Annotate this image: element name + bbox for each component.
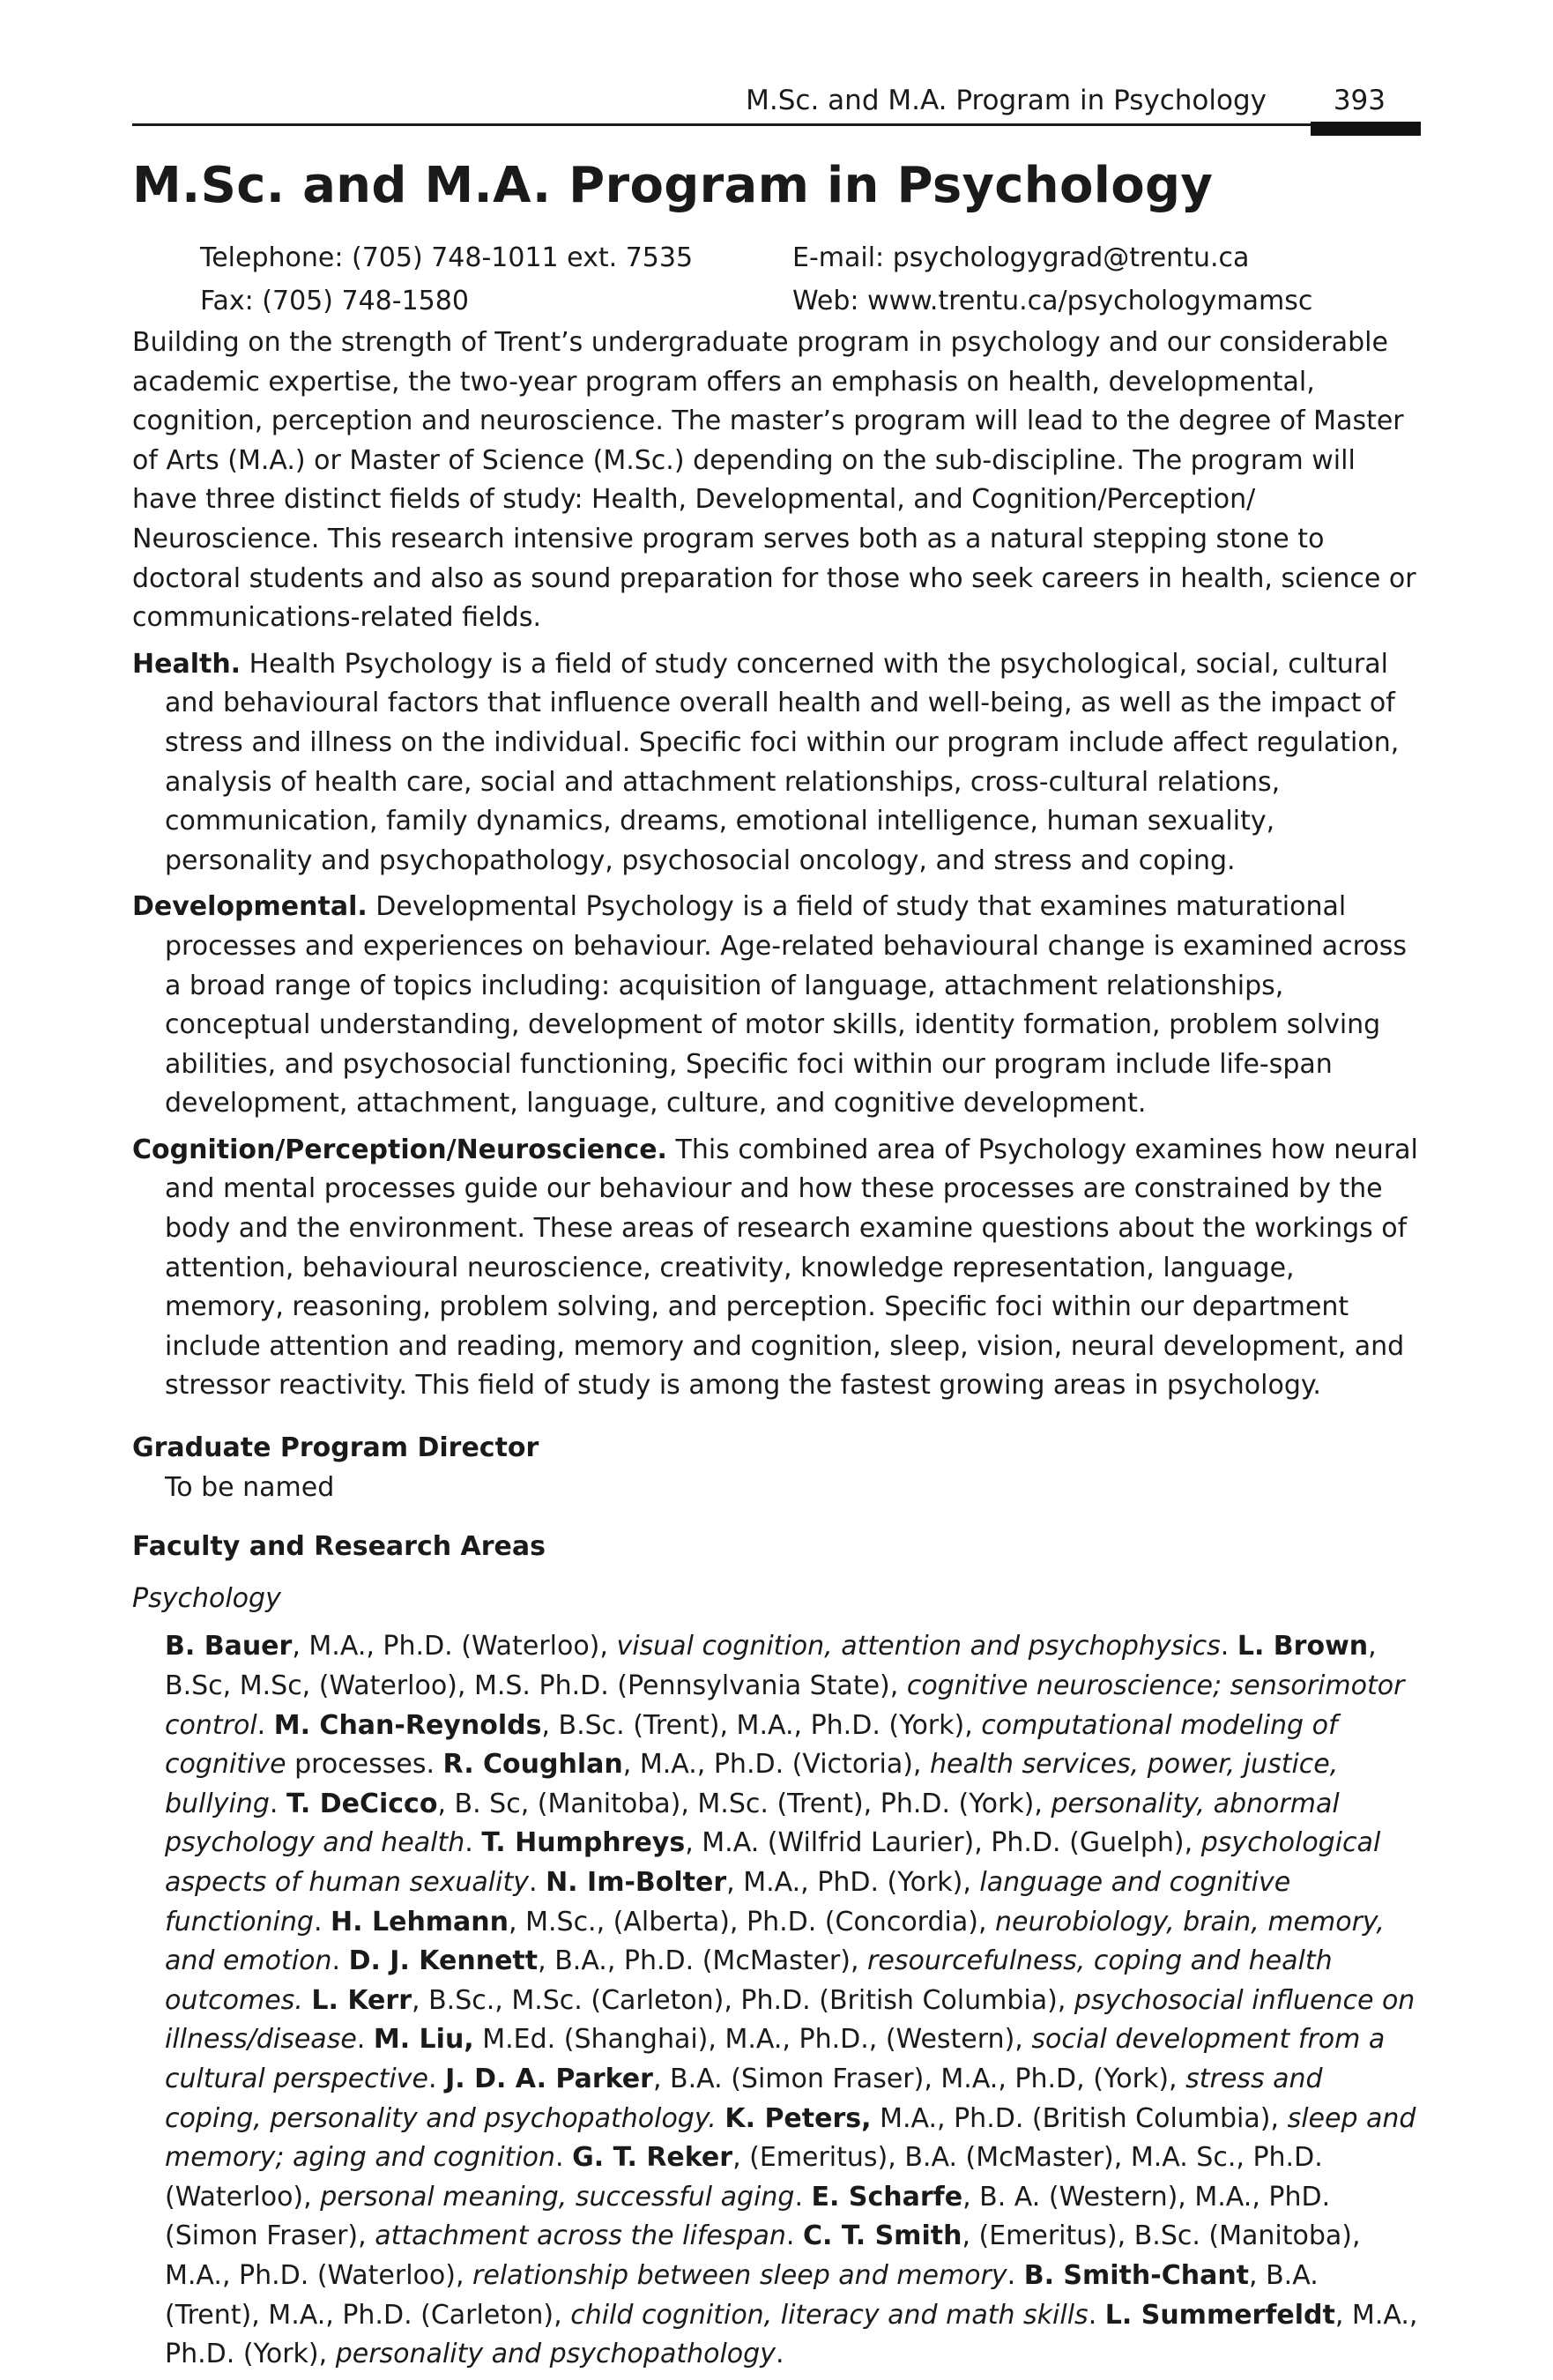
faculty-research-area: social development from a cultural perspective xyxy=(165,2024,1386,2094)
web-link[interactable]: Web: www.trentu.ca/psychologymamsc xyxy=(792,286,1313,316)
email-link[interactable]: E-mail: psychologygrad@trentu.ca xyxy=(792,242,1250,273)
faculty-credentials: , M.A., Ph.D. (York), xyxy=(165,2299,1418,2370)
faculty-entry-end xyxy=(303,1985,312,2016)
faculty-name: L. Brown xyxy=(1237,1631,1369,1662)
contact-block xyxy=(200,236,1346,323)
faculty-heading: Faculty and Research Areas xyxy=(132,1531,546,1563)
field-health xyxy=(132,645,1421,881)
faculty-entry-end: . xyxy=(464,1827,482,1859)
page-number: 393 xyxy=(1333,85,1386,116)
faculty-name: L. Kerr xyxy=(311,1984,412,2016)
faculty-credentials: , (Emeritus), B.A. (McMaster), M.A. Sc., Ph.D. (Waterloo), xyxy=(165,2142,1323,2213)
faculty-name: B. Smith-Chant xyxy=(1023,2259,1250,2291)
faculty-name: L. Summerfeldt xyxy=(1104,2299,1335,2331)
faculty-entry-end: processes. xyxy=(286,1749,443,1781)
faculty-research-area: visual cognition, attention and psychophysics xyxy=(616,1631,1221,1662)
faculty-credentials: , B.A. (Trent), M.A., Ph.D. (Carleton), xyxy=(165,2259,1319,2331)
faculty-credentials: , M.A., Ph.D. (Waterloo), xyxy=(292,1631,617,1662)
faculty-research-area: cognitive neuroscience; sensorimotor control xyxy=(165,1670,1405,1741)
faculty-list xyxy=(132,1627,1421,2374)
faculty-credentials: , M.A., PhD. (York), xyxy=(726,1866,980,1898)
field-text: This combined area of Psychology examines how neural and mental processes guide our behaviour and how these processes are constrained by the body and the environment. These areas of research examine questions about the workings of attention, behavioural neuroscience, creativity, knowledge representation, language, memory, reasoning, problem solving, and perception. Specific foci within our department include attention and reading, memory and cognition, sleep, vision, neural development, and stressor reactivity. This field of study is among the fastest growing areas in psychology. xyxy=(165,1134,1418,1402)
body-text xyxy=(132,324,1421,2375)
faculty-entry-end: . xyxy=(529,1866,546,1898)
faculty-credentials: , (Emeritus), B.Sc. (Manitoba), M.A., Ph.D. (Waterloo), xyxy=(165,2220,1361,2291)
faculty-research-area: personality, abnormal psychology and health xyxy=(165,1788,1340,1859)
faculty-research-area: personal meaning, successful aging xyxy=(320,2181,795,2213)
faculty-name: N. Im-Bolter xyxy=(546,1866,727,1898)
field-label: Developmental. xyxy=(132,891,368,923)
faculty-entry-end: . xyxy=(1007,2259,1024,2291)
faculty-credentials: M.Ed. (Shanghai), M.A., Ph.D., (Western), xyxy=(473,2024,1032,2056)
faculty-research-area: psychological aspects of human sexuality xyxy=(165,1827,1381,1898)
faculty-name: M. Chan-Reynolds xyxy=(273,1709,542,1741)
director-name: To be named xyxy=(165,1471,335,1503)
faculty-name: T. DeCicco xyxy=(286,1788,438,1819)
faculty-name: K. Peters, xyxy=(724,2102,872,2134)
faculty-credentials: , B.A., Ph.D. (McMaster), xyxy=(538,1945,868,1977)
fax: Fax: (705) 748-1580 xyxy=(200,286,469,316)
faculty-credentials: , B.Sc. (Trent), M.A., Ph.D. (York), xyxy=(541,1709,982,1741)
intro-paragraph: Building on the strength of Trent’s undergraduate program in psychology and our considerable academic expertise, the two-year program offers an emphasis on health, developmental, cognition, perception and neuroscience. The master’s program will lead to the degree of Master of Arts (M.A.) or Master of Science (M.Sc.) depending on the sub-discipline. The program will have three distinct fields of study: Health, Developmental, and Cognition/Perception/ Neuroscience. This research intensive program serves both as a natural stepping stone to doctoral students and also as sound preparation for those who seek careers in health, science or communications-related fields. xyxy=(132,327,1416,634)
faculty-credentials: , B.Sc, M.Sc, (Waterloo), M.S. Ph.D. (Pennsylvania State), xyxy=(165,1631,1377,1701)
faculty-credentials: , B.A. (Simon Fraser), M.A., Ph.D, (York), xyxy=(652,2063,1186,2094)
running-title: M.Sc. and M.A. Program in Psychology xyxy=(746,85,1267,116)
faculty-research-area: computational modeling of cognitive xyxy=(165,1709,1338,1781)
field-text: Health Psychology is a field of study concerned with the psychological, social, cultural and behavioural factors that influence overall health and well-being, as well as the impact of stress and illness on the individual. Specific foci within our program include affect regulation, analysis of health care, social and attachment relationships, cross-cultural relations, communication, family dynamics, dreams, emotional intelligence, human sexuality, personality and psychopathology, psychosocial oncology, and stress and coping. xyxy=(165,648,1400,876)
field-developmental xyxy=(132,888,1421,1124)
faculty-name: C. T. Smith xyxy=(802,2220,962,2252)
director-heading: Graduate Program Director xyxy=(132,1432,539,1464)
faculty-credentials: , B. A. (Western), M.A., PhD. (Simon Fraser), xyxy=(165,2181,1331,2252)
running-head xyxy=(132,78,1421,126)
faculty-entry-end: . xyxy=(1088,2299,1105,2331)
faculty-entry-end xyxy=(717,2103,725,2134)
faculty-entry-end: . xyxy=(313,1906,331,1937)
faculty-name: T. Humphreys xyxy=(481,1827,686,1859)
faculty-research-area: resourcefulness, coping and health outcomes. xyxy=(165,1945,1333,2016)
faculty-entry-end: . xyxy=(794,2181,812,2213)
faculty-entry-end: . xyxy=(427,2063,446,2094)
field-label: Health. xyxy=(132,648,241,680)
telephone: Telephone: (705) 748-1011 ext. 7535 xyxy=(200,242,694,273)
field-cognition xyxy=(132,1131,1421,1406)
faculty-credentials: , M.Sc., (Alberta), Ph.D. (Concordia), xyxy=(509,1906,996,1937)
faculty-name: H. Lehmann xyxy=(331,1906,509,1937)
faculty-entry-end: . xyxy=(256,1709,274,1741)
faculty-credentials: , B. Sc, (Manitoba), M.Sc. (Trent), Ph.D. (York), xyxy=(437,1788,1051,1819)
faculty-research-area: child cognition, literacy and math skills xyxy=(570,2299,1089,2331)
faculty-name: B. Bauer xyxy=(165,1631,293,1662)
faculty-credentials: M.A., Ph.D. (British Columbia), xyxy=(871,2102,1288,2134)
faculty-entry-end: . xyxy=(1220,1631,1237,1662)
faculty-subheading: Psychology xyxy=(132,1582,281,1614)
faculty-entry-end: . xyxy=(785,2220,803,2252)
faculty-entry-end: . xyxy=(775,2339,784,2370)
faculty-name: D. J. Kennett xyxy=(348,1945,539,1977)
faculty-name: M. Liu, xyxy=(373,2024,474,2056)
faculty-entry-end: . xyxy=(555,2142,573,2174)
faculty-credentials: , M.A., Ph.D. (Victoria), xyxy=(622,1749,931,1781)
faculty-research-area: health services, power, justice, bullying xyxy=(165,1749,1339,1819)
field-text: Developmental Psychology is a field of study that examines maturational processes and experiences on behaviour. Age-related behavioural change is examined across a broad range of topics including: acquisition of language, attachment relationships, conceptual understanding, development of motor skills, identity formation, problem solving abilities, and psychosocial functioning, Specific foci within our program include life-span development, attachment, language, culture, and cognitive development. xyxy=(165,891,1407,1119)
faculty-entry-end: . xyxy=(356,2024,374,2056)
faculty-research-area: psychosocial influence on illness/disease xyxy=(165,1984,1416,2056)
faculty-entry-end: . xyxy=(331,1945,349,1977)
faculty-research-area: language and cognitive functioning xyxy=(165,1866,1291,1937)
faculty-name: J. D. A. Parker xyxy=(445,2063,653,2094)
faculty-research-area: relationship between sleep and memory xyxy=(472,2259,1007,2291)
faculty-research-area: sleep and memory; aging and cognition xyxy=(165,2102,1416,2174)
faculty-member xyxy=(165,1631,1237,1662)
faculty-name: R. Coughlan xyxy=(442,1749,623,1781)
faculty-name: E. Scharfe xyxy=(811,2181,963,2213)
faculty-research-area: neurobiology, brain, memory, and emotion xyxy=(165,1906,1385,1977)
faculty-research-area: attachment across the lifespan xyxy=(375,2220,786,2252)
faculty-entry-end: . xyxy=(269,1788,286,1819)
faculty-name: G. T. Reker xyxy=(572,2142,733,2174)
page-title: M.Sc. and M.A. Program in Psychology xyxy=(132,157,1214,214)
faculty-credentials: , B.Sc., M.Sc. (Carleton), Ph.D. (British Columbia), xyxy=(412,1984,1074,2016)
field-label: Cognition/Perception/Neuroscience. xyxy=(132,1134,667,1165)
faculty-research-area: personality and psychopathology xyxy=(335,2339,776,2370)
page-tab-marker xyxy=(1311,122,1421,136)
faculty-credentials: , M.A. (Wilfrid Laurier), Ph.D. (Guelph), xyxy=(685,1827,1201,1859)
faculty-research-area: stress and coping, personality and psychopathology. xyxy=(165,2063,1323,2134)
